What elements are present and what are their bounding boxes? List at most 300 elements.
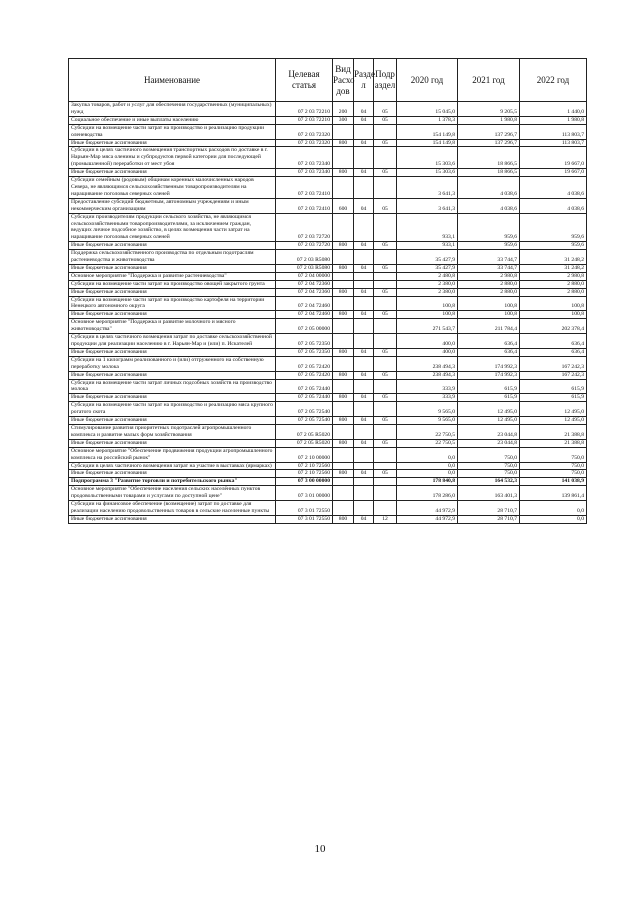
table-row xyxy=(69,515,587,523)
cell-subsection xyxy=(374,462,397,470)
cell-subsection xyxy=(374,379,397,394)
cell-2022: 100,8 xyxy=(520,296,587,311)
cell-2022: 202 378,4 xyxy=(520,319,587,334)
cell-name: Стимулирование развития приоритетных подотраслей агропромышленного комплекса и развитие малых форм хозяйствования xyxy=(69,424,276,439)
cell-code: 07 2 03 72210 xyxy=(276,102,333,117)
cell-code: 07 2 03 72720 xyxy=(276,213,333,242)
cell-2020: 22 750,5 xyxy=(397,439,458,447)
cell-subsection: 05 xyxy=(374,242,397,250)
cell-subsection: 05 xyxy=(374,311,397,319)
cell-2021: 636,4 xyxy=(458,348,520,356)
cell-expense-type xyxy=(333,486,354,501)
cell-name: Субсидии на возмещение части затрат на производство и реализацию продукции оленеводства xyxy=(69,124,276,139)
cell-name: Иные бюджетные ассигнования xyxy=(69,139,276,147)
table-row xyxy=(69,478,587,486)
cell-2020: 9 565,0 xyxy=(397,402,458,417)
cell-subsection xyxy=(374,250,397,265)
cell-2021: 4 038,6 xyxy=(458,177,520,199)
cell-expense-type xyxy=(333,379,354,394)
cell-expense-type: 200 xyxy=(333,102,354,117)
cell-expense-type xyxy=(333,177,354,199)
cell-2022: 167 242,3 xyxy=(520,356,587,371)
cell-expense-type xyxy=(333,280,354,288)
cell-2022: 1 980,8 xyxy=(520,116,587,124)
table-row xyxy=(69,124,587,139)
cell-2020: 9 565,0 xyxy=(397,417,458,425)
cell-name: Субсидии на возмещение части затрат на производство картофеля на территории Ненецкого автономного округа xyxy=(69,296,276,311)
cell-expense-type: 800 xyxy=(333,139,354,147)
cell-2020: 333,9 xyxy=(397,394,458,402)
cell-2020: 15 045,0 xyxy=(397,102,458,117)
cell-2021: 100,8 xyxy=(458,296,520,311)
cell-name: Основное мероприятие "Обеспечение населения сельских населённых пунктов продовольственными товарами и услугами по доступной цене" xyxy=(69,486,276,501)
cell-subsection: 05 xyxy=(374,198,397,213)
table-row xyxy=(69,501,587,516)
cell-subsection xyxy=(374,478,397,486)
cell-2021: 12 495,0 xyxy=(458,417,520,425)
cell-2021: 28 710,7 xyxy=(458,501,520,516)
cell-2020: 178 840,8 xyxy=(397,478,458,486)
table-row xyxy=(69,296,587,311)
cell-2021: 615,9 xyxy=(458,379,520,394)
cell-name: Субсидии на возмещение части затрат на производство овощей закрытого грунта xyxy=(69,280,276,288)
cell-2020: 44 972,9 xyxy=(397,515,458,523)
cell-code: 07 3 01 72550 xyxy=(276,515,333,523)
cell-subsection xyxy=(374,280,397,288)
cell-expense-type xyxy=(333,296,354,311)
cell-expense-type: 300 xyxy=(333,116,354,124)
cell-2022: 2 880,0 xyxy=(520,288,587,296)
cell-code: 07 2 05 72540 xyxy=(276,417,333,425)
cell-2021: 174 992,3 xyxy=(458,356,520,371)
cell-section xyxy=(354,213,374,242)
cell-subsection: 05 xyxy=(374,288,397,296)
cell-subsection xyxy=(374,356,397,371)
table-row xyxy=(69,147,587,169)
cell-code: 07 2 04 72360 xyxy=(276,280,333,288)
cell-2020: 22 750,5 xyxy=(397,424,458,439)
cell-name: Предоставление субсидий бюджетным, автономным учреждениям и иным некоммерческим организациям xyxy=(69,198,276,213)
cell-2020: 154 149,8 xyxy=(397,139,458,147)
cell-2021: 9 205,5 xyxy=(458,102,520,117)
cell-section: 04 xyxy=(354,470,374,478)
cell-expense-type xyxy=(333,424,354,439)
cell-expense-type xyxy=(333,250,354,265)
cell-2022: 100,8 xyxy=(520,311,587,319)
cell-2020: 400,0 xyxy=(397,348,458,356)
cell-expense-type xyxy=(333,319,354,334)
cell-expense-type: 800 xyxy=(333,264,354,272)
table-body xyxy=(69,102,587,524)
cell-2021: 164 532,3 xyxy=(458,478,520,486)
cell-subsection: 05 xyxy=(374,371,397,379)
cell-2021: 33 744,7 xyxy=(458,250,520,265)
cell-2020: 154 149,8 xyxy=(397,124,458,139)
header-2022: 2022 год xyxy=(520,59,587,102)
cell-section: 04 xyxy=(354,116,374,124)
table-row xyxy=(69,394,587,402)
cell-2020: 238 494,3 xyxy=(397,371,458,379)
cell-name: Основное мероприятие "Поддержка и развитие растениеводства" xyxy=(69,272,276,280)
cell-section xyxy=(354,402,374,417)
cell-2021: 12 495,0 xyxy=(458,402,520,417)
cell-2020: 3 641,3 xyxy=(397,198,458,213)
cell-2021: 18 866,5 xyxy=(458,147,520,169)
table-row xyxy=(69,424,587,439)
cell-2020: 3 641,3 xyxy=(397,177,458,199)
table-row xyxy=(69,402,587,417)
cell-section xyxy=(354,147,374,169)
cell-2022: 959,6 xyxy=(520,213,587,242)
table-row xyxy=(69,486,587,501)
cell-expense-type: 800 xyxy=(333,470,354,478)
cell-2021: 2 980,8 xyxy=(458,272,520,280)
header-2020: 2020 год xyxy=(397,59,458,102)
cell-name: Основное мероприятие "Поддержка и развитие молочного и мясного животноводства" xyxy=(69,319,276,334)
cell-name: Иные бюджетные ассигнования xyxy=(69,470,276,478)
cell-expense-type xyxy=(333,462,354,470)
table-row xyxy=(69,319,587,334)
cell-code: 07 3 00 00000 xyxy=(276,478,333,486)
cell-section xyxy=(354,447,374,462)
cell-expense-type xyxy=(333,402,354,417)
cell-2022: 167 242,3 xyxy=(520,371,587,379)
cell-expense-type xyxy=(333,272,354,280)
table-row xyxy=(69,311,587,319)
cell-name: Иные бюджетные ассигнования xyxy=(69,394,276,402)
table-row xyxy=(69,102,587,117)
cell-expense-type: 800 xyxy=(333,242,354,250)
cell-name: Социальное обеспечение и иные выплаты населению xyxy=(69,116,276,124)
cell-2020: 178 286,0 xyxy=(397,486,458,501)
cell-2022: 750,0 xyxy=(520,470,587,478)
cell-2020: 1 378,3 xyxy=(397,116,458,124)
cell-name: Субсидии на 1 килограмм реализованного и (или) отгруженного на собственную переработку молока xyxy=(69,356,276,371)
cell-2022: 615,9 xyxy=(520,379,587,394)
cell-2021: 2 880,0 xyxy=(458,280,520,288)
cell-expense-type: 600 xyxy=(333,198,354,213)
cell-expense-type xyxy=(333,447,354,462)
cell-section xyxy=(354,272,374,280)
cell-2020: 35 427,9 xyxy=(397,250,458,265)
table-row xyxy=(69,280,587,288)
cell-2022: 0,0 xyxy=(520,501,587,516)
table-row xyxy=(69,169,587,177)
cell-2022: 0,0 xyxy=(520,515,587,523)
cell-2022: 113 803,7 xyxy=(520,124,587,139)
cell-code: 07 2 05 72420 xyxy=(276,356,333,371)
cell-section: 04 xyxy=(354,198,374,213)
cell-subsection xyxy=(374,124,397,139)
cell-expense-type: 800 xyxy=(333,348,354,356)
header-2021: 2021 год xyxy=(458,59,520,102)
cell-subsection: 05 xyxy=(374,470,397,478)
cell-2022: 636,4 xyxy=(520,348,587,356)
cell-code: 07 2 05 72440 xyxy=(276,379,333,394)
cell-code: 07 2 03 R5080 xyxy=(276,250,333,265)
cell-2022: 750,0 xyxy=(520,462,587,470)
cell-expense-type: 800 xyxy=(333,169,354,177)
cell-section: 04 xyxy=(354,348,374,356)
cell-subsection xyxy=(374,177,397,199)
table-row xyxy=(69,356,587,371)
cell-2020: 933,1 xyxy=(397,213,458,242)
table-row xyxy=(69,116,587,124)
cell-section: 04 xyxy=(354,242,374,250)
cell-code: 07 2 05 00000 xyxy=(276,319,333,334)
cell-code: 07 2 03 72720 xyxy=(276,242,333,250)
cell-2021: 615,9 xyxy=(458,394,520,402)
cell-2021: 28 710,7 xyxy=(458,515,520,523)
cell-2021: 4 038,6 xyxy=(458,198,520,213)
cell-2020: 100,8 xyxy=(397,311,458,319)
cell-name: Иные бюджетные ассигнования xyxy=(69,311,276,319)
cell-subsection: 05 xyxy=(374,102,397,117)
cell-2020: 400,0 xyxy=(397,334,458,349)
cell-subsection: 05 xyxy=(374,394,397,402)
cell-section: 04 xyxy=(354,264,374,272)
cell-2022: 636,4 xyxy=(520,334,587,349)
cell-expense-type: 800 xyxy=(333,371,354,379)
cell-2020: 100,8 xyxy=(397,296,458,311)
cell-name: Подпрограмма 3 "Развитие торговли и потребительского рынка" xyxy=(69,478,276,486)
cell-name: Закупка товаров, работ и услуг для обеспечения государственных (муниципальных) нужд xyxy=(69,102,276,117)
cell-2020: 44 972,9 xyxy=(397,501,458,516)
cell-2022: 19 667,0 xyxy=(520,147,587,169)
cell-code: 07 2 05 72420 xyxy=(276,371,333,379)
cell-name: Субсидии на возмещение части затрат на производство и реализацию мяса крупного рогатого скота xyxy=(69,402,276,417)
cell-name: Иные бюджетные ассигнования xyxy=(69,439,276,447)
cell-name: Иные бюджетные ассигнования xyxy=(69,417,276,425)
cell-2020: 333,9 xyxy=(397,379,458,394)
table-header-row xyxy=(69,59,587,102)
cell-name: Иные бюджетные ассигнования xyxy=(69,169,276,177)
cell-subsection xyxy=(374,501,397,516)
cell-2020: 238 494,3 xyxy=(397,356,458,371)
cell-section xyxy=(354,462,374,470)
cell-name: Иные бюджетные ассигнования xyxy=(69,288,276,296)
cell-section xyxy=(354,478,374,486)
cell-section xyxy=(354,177,374,199)
cell-code: 07 2 03 72320 xyxy=(276,124,333,139)
cell-2022: 21 388,8 xyxy=(520,439,587,447)
cell-name: Иные бюджетные ассигнования xyxy=(69,242,276,250)
cell-code: 07 2 03 72210 xyxy=(276,116,333,124)
cell-expense-type xyxy=(333,356,354,371)
cell-2022: 139 861,4 xyxy=(520,486,587,501)
cell-2021: 959,6 xyxy=(458,213,520,242)
cell-section: 04 xyxy=(354,288,374,296)
cell-2022: 31 248,2 xyxy=(520,250,587,265)
cell-code: 07 2 05 72540 xyxy=(276,402,333,417)
cell-2021: 1 980,8 xyxy=(458,116,520,124)
cell-2021: 750,0 xyxy=(458,462,520,470)
table-row xyxy=(69,371,587,379)
cell-name: Субсидии семейным (родовым) общинам коренных малочисленных народов Севера, не являющимся сельскохозяйственным товаропроизводителям на наращивание поголовья северных оленей xyxy=(69,177,276,199)
cell-section: 04 xyxy=(354,515,374,523)
cell-section xyxy=(354,250,374,265)
cell-subsection xyxy=(374,213,397,242)
cell-subsection xyxy=(374,402,397,417)
cell-2021: 750,0 xyxy=(458,470,520,478)
cell-code: 07 2 04 72360 xyxy=(276,288,333,296)
table-row xyxy=(69,447,587,462)
cell-expense-type xyxy=(333,334,354,349)
cell-subsection xyxy=(374,447,397,462)
cell-2022: 19 667,0 xyxy=(520,169,587,177)
cell-2022: 141 038,9 xyxy=(520,478,587,486)
cell-section xyxy=(354,501,374,516)
table-row xyxy=(69,439,587,447)
cell-2020: 2 480,8 xyxy=(397,272,458,280)
cell-name: Субсидии производителям продукции сельского хозяйства, не являющимся сельскохозяйственными товаропроизводителями, за исключением граждан, ведущих личное подсобное хозяйство, в целях возмещения части затрат на наращивание поголовья северных оленей xyxy=(69,213,276,242)
table-row xyxy=(69,462,587,470)
cell-2022: 31 248,2 xyxy=(520,264,587,272)
header-type: Вид Расхо дов xyxy=(333,59,354,102)
cell-2022: 615,9 xyxy=(520,394,587,402)
page-number: 10 xyxy=(314,843,326,855)
table-row xyxy=(69,177,587,199)
cell-expense-type xyxy=(333,213,354,242)
cell-section: 04 xyxy=(354,169,374,177)
table-row xyxy=(69,264,587,272)
cell-code: 07 2 04 72460 xyxy=(276,296,333,311)
cell-2021: 100,8 xyxy=(458,311,520,319)
budget-table xyxy=(68,58,587,524)
cell-code: 07 2 03 72340 xyxy=(276,147,333,169)
cell-subsection xyxy=(374,296,397,311)
cell-2020: 15 303,6 xyxy=(397,147,458,169)
cell-name: Основное мероприятие "Обеспечение продвижения продукции агропромышленного комплекса на российский рынок" xyxy=(69,447,276,462)
cell-name: Иные бюджетные ассигнования xyxy=(69,264,276,272)
cell-code: 07 2 03 72410 xyxy=(276,198,333,213)
cell-2021: 137 296,7 xyxy=(458,139,520,147)
cell-subsection xyxy=(374,147,397,169)
cell-expense-type xyxy=(333,147,354,169)
cell-2020: 35 427,9 xyxy=(397,264,458,272)
cell-2022: 4 038,6 xyxy=(520,177,587,199)
cell-name: Иные бюджетные ассигнования xyxy=(69,371,276,379)
cell-code: 07 3 01 72550 xyxy=(276,501,333,516)
cell-section xyxy=(354,280,374,288)
cell-2020: 0,0 xyxy=(397,447,458,462)
cell-name: Поддержка сельскохозяйственного производства по отдельным подотраслям растениеводства и животноводства xyxy=(69,250,276,265)
cell-subsection: 05 xyxy=(374,139,397,147)
cell-name: Субсидии на финансовое обеспечение (возмещение) затрат по доставке для реализации населению продовольственных товаров в сельские населенные пункты xyxy=(69,501,276,516)
cell-code: 07 2 04 00000 xyxy=(276,272,333,280)
cell-2022: 2 980,8 xyxy=(520,272,587,280)
cell-2020: 2 380,0 xyxy=(397,288,458,296)
header-code: Целевая статья xyxy=(276,59,333,102)
cell-name: Иные бюджетные ассигнования xyxy=(69,515,276,523)
cell-section xyxy=(354,334,374,349)
cell-subsection: 05 xyxy=(374,169,397,177)
cell-code: 07 2 05 72350 xyxy=(276,348,333,356)
cell-2021: 33 744,7 xyxy=(458,264,520,272)
cell-section xyxy=(354,424,374,439)
cell-2021: 174 992,3 xyxy=(458,371,520,379)
cell-code: 07 3 01 00000 xyxy=(276,486,333,501)
cell-code: 07 2 10 72560 xyxy=(276,462,333,470)
table-row xyxy=(69,417,587,425)
cell-2022: 959,6 xyxy=(520,242,587,250)
table-row xyxy=(69,334,587,349)
cell-expense-type: 800 xyxy=(333,311,354,319)
cell-2021: 750,0 xyxy=(458,447,520,462)
table-row xyxy=(69,139,587,147)
cell-expense-type: 800 xyxy=(333,417,354,425)
cell-section: 04 xyxy=(354,394,374,402)
table-row xyxy=(69,198,587,213)
cell-subsection: 05 xyxy=(374,439,397,447)
cell-expense-type: 800 xyxy=(333,515,354,523)
cell-code: 07 2 03 72410 xyxy=(276,177,333,199)
cell-subsection: 05 xyxy=(374,264,397,272)
cell-2022: 21 388,8 xyxy=(520,424,587,439)
cell-2020: 933,1 xyxy=(397,242,458,250)
cell-section: 04 xyxy=(354,139,374,147)
cell-2021: 137 296,7 xyxy=(458,124,520,139)
cell-section xyxy=(354,356,374,371)
cell-name: Иные бюджетные ассигнования xyxy=(69,348,276,356)
table-row xyxy=(69,288,587,296)
cell-section: 04 xyxy=(354,371,374,379)
cell-code: 07 2 03 72340 xyxy=(276,169,333,177)
cell-section xyxy=(354,124,374,139)
cell-2022: 12 495,0 xyxy=(520,402,587,417)
cell-expense-type xyxy=(333,501,354,516)
cell-expense-type: 800 xyxy=(333,394,354,402)
cell-code: 07 2 03 72320 xyxy=(276,139,333,147)
cell-code: 07 2 05 R5020 xyxy=(276,439,333,447)
cell-name: Субсидии в целях частичного возмещения транспортных расходов по доставке в г. Нарьян-Мар мяса оленины и субпродуктов первой категории для последующей (промышленной) переработки от мест убоя xyxy=(69,147,276,169)
cell-2020: 271 543,7 xyxy=(397,319,458,334)
cell-section xyxy=(354,319,374,334)
cell-subsection xyxy=(374,334,397,349)
cell-subsection xyxy=(374,424,397,439)
cell-section: 04 xyxy=(354,417,374,425)
table-row xyxy=(69,379,587,394)
cell-code: 07 2 10 72560 xyxy=(276,470,333,478)
cell-expense-type xyxy=(333,124,354,139)
cell-2022: 12 495,0 xyxy=(520,417,587,425)
cell-section xyxy=(354,296,374,311)
cell-expense-type: 800 xyxy=(333,439,354,447)
cell-subsection: 12 xyxy=(374,515,397,523)
cell-2022: 113 803,7 xyxy=(520,139,587,147)
cell-subsection xyxy=(374,486,397,501)
cell-subsection: 05 xyxy=(374,348,397,356)
cell-2021: 2 880,0 xyxy=(458,288,520,296)
table-row xyxy=(69,242,587,250)
cell-code: 07 2 05 72440 xyxy=(276,394,333,402)
cell-2021: 163 401,3 xyxy=(458,486,520,501)
cell-2021: 18 866,5 xyxy=(458,169,520,177)
cell-subsection xyxy=(374,319,397,334)
cell-code: 07 2 10 00000 xyxy=(276,447,333,462)
table-row xyxy=(69,213,587,242)
cell-2020: 0,0 xyxy=(397,470,458,478)
table-row xyxy=(69,250,587,265)
cell-code: 07 2 05 72350 xyxy=(276,334,333,349)
cell-2021: 23 044,8 xyxy=(458,439,520,447)
table-row xyxy=(69,348,587,356)
cell-section xyxy=(354,379,374,394)
cell-2021: 959,6 xyxy=(458,242,520,250)
cell-expense-type xyxy=(333,478,354,486)
cell-2022: 750,0 xyxy=(520,447,587,462)
cell-2020: 0,0 xyxy=(397,462,458,470)
